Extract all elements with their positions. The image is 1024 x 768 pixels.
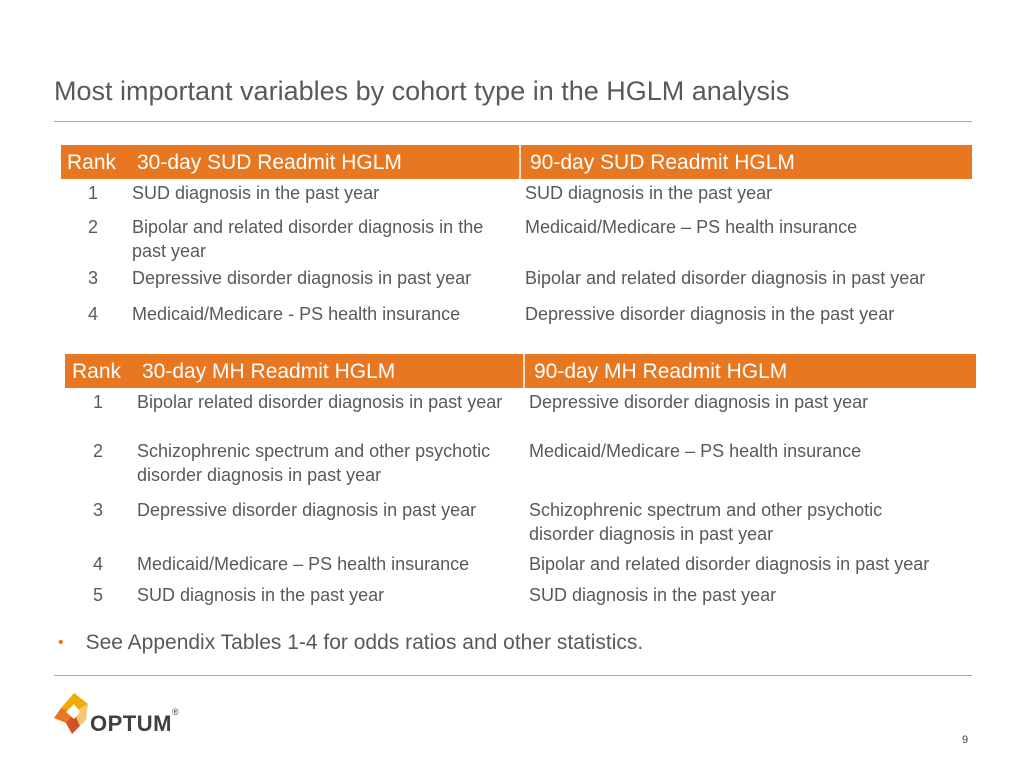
- rank-cell: 1: [87, 183, 98, 203]
- page-number: 9: [962, 734, 969, 746]
- col2-cell: Medicaid/Medicare – PS health insurance: [525, 217, 858, 237]
- header-divider: [523, 354, 525, 388]
- rank-cell: 5: [92, 585, 103, 605]
- rank-cell: 4: [87, 304, 98, 324]
- header-divider: [519, 145, 521, 179]
- appendix-note: [58, 631, 643, 655]
- col2-cell: Depressive disorder diagnosis in past year: [529, 392, 869, 412]
- rank-cell: 4: [92, 554, 103, 574]
- mh-header-90-day: 90-day MH Readmit HGLM: [534, 360, 788, 383]
- col1-cell: Medicaid/Medicare – PS health insurance: [137, 554, 470, 574]
- col1-cell: Medicaid/Medicare - PS health insurance: [132, 304, 461, 324]
- rank-cell: 2: [92, 441, 103, 461]
- sud-header-90-day: 90-day SUD Readmit HGLM: [530, 151, 795, 174]
- sud-table-header: [61, 145, 972, 179]
- col1-cell: Depressive disorder diagnosis in past year: [137, 500, 477, 520]
- col1-cell: Depressive disorder diagnosis in past year: [132, 268, 472, 288]
- optum-wordmark: [90, 706, 180, 737]
- col1-cell: SUD diagnosis in the past year: [132, 183, 380, 203]
- mh-table-header: [65, 354, 976, 388]
- col2-cell: Bipolar and related disorder diagnosis in past year: [529, 554, 930, 574]
- bullet-icon: •: [58, 634, 64, 651]
- rank-cell: 3: [87, 268, 98, 288]
- slide-title: Most important variables by cohort type in the HGLM analysis: [54, 76, 790, 106]
- rank-cell: 3: [92, 500, 103, 520]
- mh-header-30-day: 30-day MH Readmit HGLM: [142, 360, 396, 383]
- col2-cell: Depressive disorder diagnosis in the past year: [525, 304, 895, 324]
- col1-cell: Bipolar and related disorder diagnosis in the past year: [132, 217, 484, 261]
- col1-cell: Bipolar related disorder diagnosis in past year: [137, 392, 503, 412]
- rank-cell: 1: [92, 392, 103, 412]
- col1-cell: SUD diagnosis in the past year: [137, 585, 385, 605]
- sud-header-rank: Rank: [67, 151, 117, 174]
- appendix-note-text: See Appendix Tables 1-4 for odds ratios and other statistics.: [85, 631, 644, 654]
- title-divider: [54, 121, 972, 122]
- col2-cell: Medicaid/Medicare – PS health insurance: [529, 441, 862, 461]
- brand-name: OPTUM: [90, 711, 172, 736]
- col2-cell: SUD diagnosis in the past year: [529, 585, 777, 605]
- col2-cell: Schizophrenic spectrum and other psychotic disorder diagnosis in past year: [529, 500, 883, 544]
- registered-mark: ®: [171, 706, 180, 717]
- footer-divider: [54, 675, 972, 676]
- mh-header-rank: Rank: [72, 360, 122, 383]
- col2-cell: Bipolar and related disorder diagnosis in past year: [525, 268, 926, 288]
- rank-cell: 2: [87, 217, 98, 237]
- sud-header-30-day: 30-day SUD Readmit HGLM: [137, 151, 402, 174]
- col2-cell: SUD diagnosis in the past year: [525, 183, 773, 203]
- col1-cell: Schizophrenic spectrum and other psychotic disorder diagnosis in past year: [137, 441, 491, 485]
